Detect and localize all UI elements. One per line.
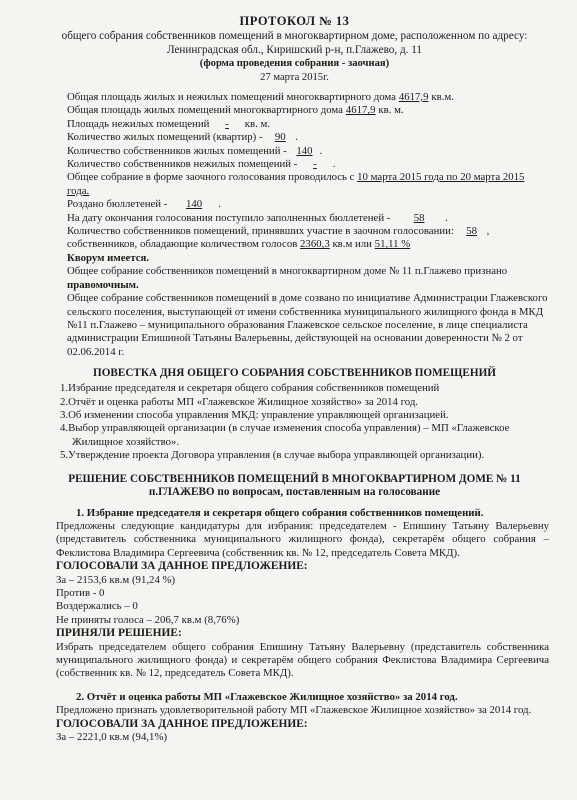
question-1-decision: Избрать председателем общего собрания Епишину Татьяну Валерьевну (представитель собственника муниципального жилищного фонда) и секретарём общего собрания Феклистова Владимира Сергеевича (собственник кв. № 12, председатель Совета МКД). (56, 640, 549, 680)
fact-apartments: Количество жилых помещений (квартир) - 90 . (67, 131, 298, 144)
fact-ballots-issued: Роздано бюллетеней - 140 . (67, 198, 221, 211)
agenda-item: 3.Об изменении способа управления МКД: управление управляющей организацией. (60, 408, 449, 421)
fact-participants: Количество собственников помещений, принявших участие в заочном голосовании: 58 , (67, 225, 490, 238)
votes-against: Против - 0 (56, 587, 105, 599)
votes-for: За – 2153,6 кв.м (91,24 %) (56, 573, 176, 586)
votes-abstain: Воздержались – 0 (56, 600, 138, 613)
header-form: (форма проведения собрания - заочная) (199, 58, 390, 69)
question-2-text: Предложено признать удовлетворительной работу МП «Глажевское Жилищное хозяйство» за 2014 год. (56, 704, 532, 717)
agenda-item: 4.Выбор управляющей организации (в случае изменения способа управления) – МП «Глажевское Жилищное хозяйство». (60, 422, 510, 448)
header-address: Ленинградская обл., Киришский р-н, п.Глажево, д. 11 (166, 44, 423, 56)
facts-block (40, 91, 549, 359)
fact-living-owners: Количество собственников жилых помещений - 140 . (67, 144, 323, 157)
fact-living-area: Общая площадь жилых помещений многоквартирного дома 4617,9 кв. м. (67, 104, 404, 117)
header-line-1: общего собрания собственников помещений в многоквартирном доме, расположенном по адресу: (61, 30, 528, 42)
agenda-list (40, 382, 549, 462)
agenda-item: 2.Отчёт и оценка работы МП «Глажевское Жилищное хозяйство» за 2014 год. (60, 395, 419, 408)
fact-votes: собственников, обладающие количеством голосов 2360,3 кв.м или 51,11 % (67, 238, 411, 251)
protocol-title: ПРОТОКОЛ № 13 (239, 14, 350, 28)
question-1-text: Предложены следующие кандидатуры для избрания: председателем - Епишину Татьяну Валерьевну (представитель собственника муниципального жилищного фонда), секретарём общего собрания – Феклистова Владимира Сергеевича (собственник кв. № 12, председатель Совета МКД). (56, 519, 549, 559)
voted-heading-2: ГОЛОСОВАЛИ ЗА ДАННОЕ ПРЕДЛОЖЕНИЕ: (56, 717, 308, 730)
fact-total-area: Общая площадь жилых и нежилых помещений многоквартирного дома 4617,9 кв.м. (67, 91, 454, 103)
decision-body (40, 507, 549, 745)
fact-ballots-received: На дату окончания голосования поступило заполненных бюллетеней - 58 . (67, 211, 448, 224)
fact-nonliving-area: Площадь нежилых помещений - кв. м. (67, 117, 271, 130)
decision-title: РЕШЕНИЕ СОБСТВЕННИКОВ ПОМЕЩЕНИЙ В МНОГОКВАРТИРНОМ ДОМЕ № 11 п.ГЛАЖЕВО по вопросам, поставленным на голосование (68, 472, 521, 498)
votes-for-2: За – 2221,0 кв.м (94,1%) (56, 731, 168, 744)
agenda-item: 1.Избрание председателя и секретаря общего собрания собственников помещений (60, 382, 440, 395)
question-2-title: 2. Отчёт и оценка работы МП «Глажевское Жилищное хозяйство» за 2014 год. (76, 690, 458, 703)
quorum-note: Кворум имеется. (67, 251, 150, 264)
agenda-item: 5.Утверждение проекта Договора управления (в случае выбора управляющей организации). (60, 449, 485, 462)
agenda-title: ПОВЕСТКА ДНЯ ОБЩЕГО СОБРАНИЯ СОБСТВЕННИКОВ ПОМЕЩЕНИЙ (93, 367, 496, 380)
decided-heading: ПРИНЯЛИ РЕШЕНИЕ: (56, 627, 182, 640)
fact-voting-period: Общее собрание в форме заочного голосования проводилось с 10 марта 2015 года по 20 марта 2015 года. (67, 171, 525, 197)
document-header (40, 14, 549, 85)
header-date: 27 марта 2015г. (260, 72, 329, 83)
votes-invalid: Не приняты голоса – 206,7 кв.м (8,76%) (56, 613, 240, 626)
meeting-valid: Общее собрание собственников помещений в многоквартирном доме № 11 п.Глажево признано правомочным. (67, 265, 508, 291)
meeting-initiative: Общее собрание собственников помещений в доме созвано по инициативе Администрации Глажевского сельского поселения, выступающей от имени собственника муниципального жилищного фонда в МКД №11 п.Глажево – муниципального образования Глажевское сельское поселение, в лице специалиста администрации Епишиной Татьяны Валерьевны, действующей на основании доверенности № 2 от 02.06.2014 г. (67, 292, 548, 358)
voted-heading: ГОЛОСОВАЛИ ЗА ДАННОЕ ПРЕДЛОЖЕНИЕ: (56, 560, 308, 573)
question-1-title: 1. Избрание председателя и секретаря общего собрания собственников помещений. (76, 506, 484, 519)
fact-nonliving-owners: Количество собственников нежилых помещений - - . (67, 158, 336, 171)
